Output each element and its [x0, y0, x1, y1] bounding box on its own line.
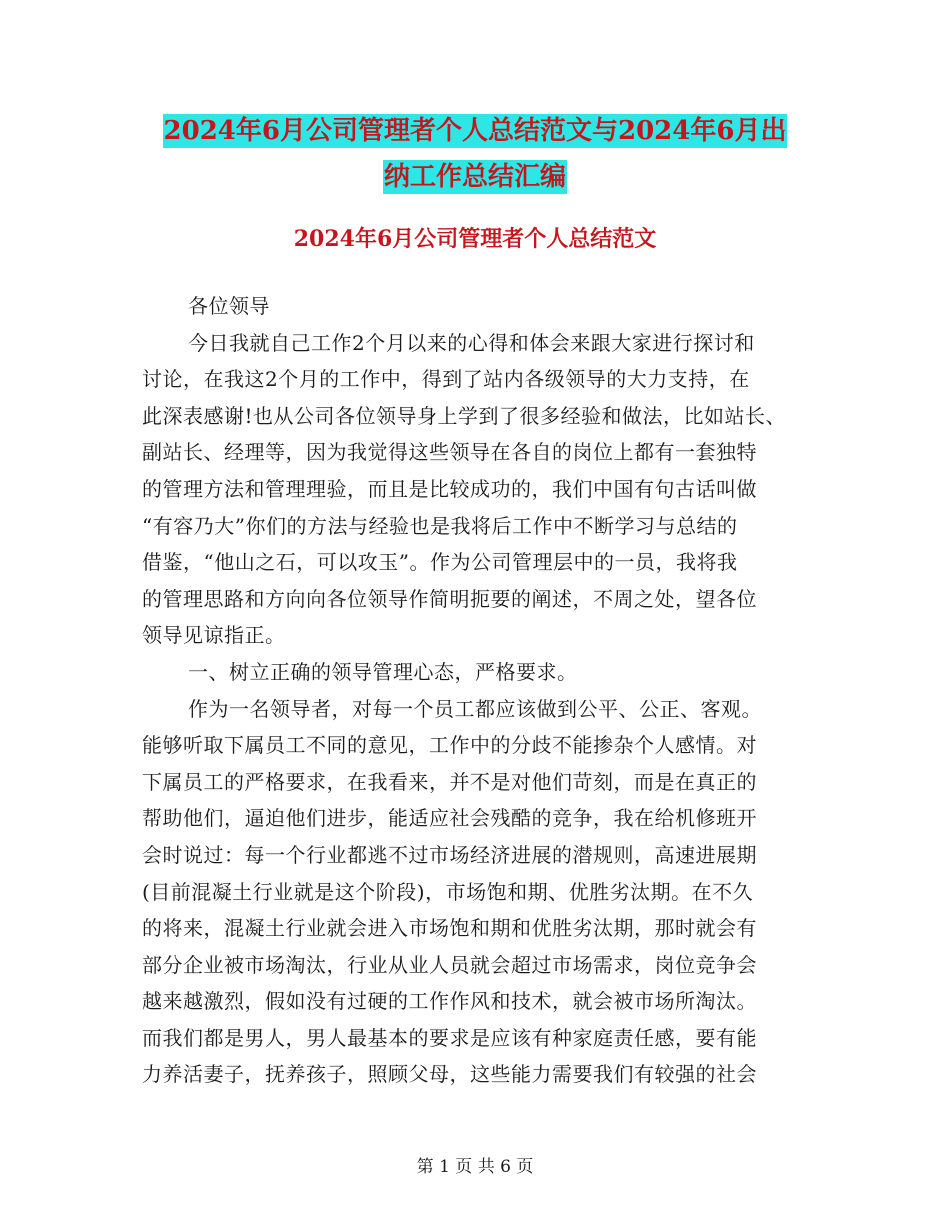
title-line-1 — [0, 108, 950, 154]
paragraph-line: (目前混凝土行业就是这个阶段)，市场饱和期、优胜劣汰期。在不久 — [142, 879, 754, 904]
section-heading: 一、树立正确的领导管理心态，严格要求。 — [188, 659, 578, 684]
paragraph-line: 能够听取下属员工不同的意见，工作中的分歧不能掺杂个人感情。对 — [142, 733, 757, 758]
paragraph-line: 领导见谅指正。 — [142, 623, 286, 648]
paragraph-line: 的管理思路和方向向各位领导作简明扼要的阐述，不周之处，望各位 — [142, 586, 757, 611]
paragraph-line: “有容乃大”你们的方法与经验也是我将后工作中不断学习与总结的 — [142, 513, 738, 538]
paragraph-line: 部分企业被市场淘汰，行业从业人员就会超过市场需求，岗位竞争会 — [142, 952, 757, 977]
section-subtitle: 2024年6月公司管理者个人总结范文 — [293, 226, 657, 252]
paragraph-line: 作为一名领导者，对每一个员工都应该做到公平、公正、客观。 — [188, 696, 762, 721]
paragraph-line: 副站长、经理等，因为我觉得这些领导在各自的岗位上都有一套独特 — [142, 440, 757, 465]
paragraph-line: 此深表感谢!也从公司各位领导身上学到了很多经验和做法，比如站长、 — [142, 403, 787, 428]
title-line-2 — [0, 154, 950, 200]
paragraph-line: 帮助他们，逼迫他们进步，能适应社会残酷的竞争，我在给机修班开 — [142, 806, 757, 831]
paragraph-line: 的管理方法和管理理验，而且是比较成功的，我们中国有句古话叫做 — [142, 476, 757, 501]
paragraph-line: 会时说过：每一个行业都逃不过市场经济进展的潜规则，高速进展期 — [142, 842, 757, 867]
paragraph-line: 下属员工的严格要求，在我看来，并不是对他们苛刻，而是在真正的 — [142, 769, 757, 794]
paragraph-line: 的将来，混凝土行业就会进入市场饱和期和优胜劣汰期，那时就会有 — [142, 916, 757, 941]
paragraph-line: 讨论，在我这2个月的工作中，得到了站内各级领导的大力支持，在 — [142, 367, 750, 392]
paragraph-line: 越来越激烈，假如没有过硬的工作作风和技术，就会被市场所淘汰。 — [142, 989, 757, 1014]
salutation: 各位领导 — [188, 294, 270, 318]
paragraph-line: 力养活妻子，抚养孩子，照顾父母，这些能力需要我们有较强的社会 — [142, 1062, 757, 1087]
body-text — [142, 288, 822, 1093]
paragraph-line: 而我们都是男人，男人最基本的要求是应该有种家庭责任感，要有能 — [142, 1025, 757, 1050]
paragraph-line: 借鉴，“他山之石，可以攻玉”。作为公司管理层中的一员，我将我 — [142, 550, 738, 575]
paragraph-line: 今日我就自己工作2个月以来的心得和体会来跟大家进行探讨和 — [188, 330, 755, 355]
document-title — [0, 108, 950, 200]
title-highlight-2: 纳工作总结汇编 — [383, 162, 566, 192]
page-footer: 第 1 页 共 6 页 — [416, 1157, 534, 1177]
title-highlight-1: 2024年6月公司管理者个人总结范文与2024年6月出 — [163, 116, 787, 146]
